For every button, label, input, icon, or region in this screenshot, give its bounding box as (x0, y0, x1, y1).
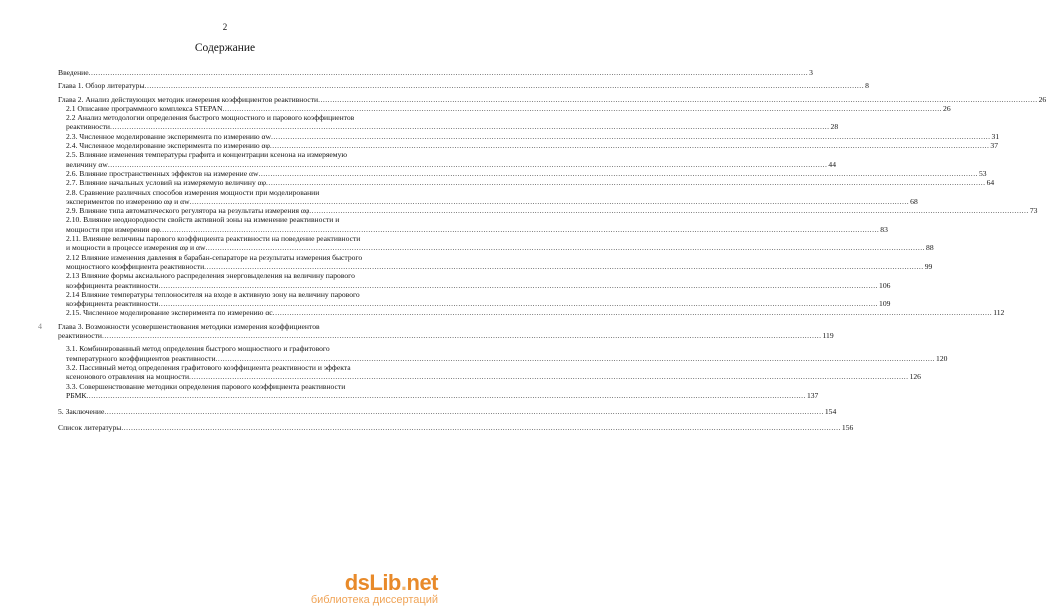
toc-page-number: 83 (880, 224, 888, 234)
toc-page-number: 28 (830, 122, 839, 132)
toc-page-number: 68 (910, 196, 918, 206)
toc-entry (58, 362, 921, 382)
toc-leader-dots: ............................................................................................................................................................................................................................................................................................................ (189, 372, 909, 382)
toc-page-number: 156 (841, 423, 854, 433)
toc-entry-title: реактивности (58, 331, 102, 341)
toc-page-number: 64 (986, 178, 995, 188)
toc-entry-title: 2.15. Численное моделирование эксперимента по измерению αc (66, 308, 273, 318)
toc-entry-title: мощности при измерении αφ (66, 224, 160, 234)
toc-entry (58, 234, 934, 253)
toc-entry (58, 150, 836, 169)
toc-entry (58, 187, 918, 207)
toc-leader-dots: ............................................................................................................................................................................................................................................................................................................ (258, 168, 978, 178)
toc-entry-title: экспериментов по измерению αφ и αw (66, 196, 190, 206)
toc-leader-dots: ............................................................................................................................................................................................................................................................................................................ (269, 141, 990, 151)
toc-entry (58, 178, 995, 188)
toc-leader-dots: ............................................................................................................................................................................................................................................................................................................ (88, 68, 809, 77)
toc-entry (58, 271, 891, 290)
toc-leader-dots: ............................................................................................................................................................................................................................................................................................................ (272, 308, 993, 318)
margin-mark: 4 (38, 322, 42, 331)
toc-entry-title: 2.4. Численное моделирование эксперимента по измерению αφ (66, 141, 270, 151)
watermark-logo-sep: . (400, 570, 407, 595)
toc-entry (58, 206, 1038, 216)
toc-page-number: 53 (978, 168, 987, 178)
toc-entry-line: 2.11. Влияние величины парового коэффициента реактивности на поведение реактивности (66, 234, 361, 244)
page-number: 2 (222, 22, 228, 32)
toc-leader-dots: ............................................................................................................................................................................................................................................................................................................ (159, 224, 880, 234)
toc-page-number: 88 (926, 243, 934, 253)
watermark-logo (311, 570, 438, 596)
toc-entry-title: Список литературы (58, 423, 122, 433)
toc-entry-title: Глава 1. Обзор литературы (58, 81, 145, 91)
toc-entry (58, 81, 869, 91)
toc-page-number: 26 (943, 103, 951, 113)
toc-entry-title: ксенонового отравления на мощности (66, 372, 190, 382)
toc-page-number: 37 (990, 141, 999, 151)
toc-entry-line: 2.14 Влияние температуры теплоносителя на входе в активную зону на величину парового (66, 289, 360, 299)
toc-entry-title: 2.9. Влияние типа автоматического регулятора на результаты измерения αφ (66, 206, 310, 216)
toc-entry-title: 2.1 Описание программного комплекса STEPAN (66, 103, 223, 113)
toc-entry (58, 168, 987, 178)
toc-entry (58, 113, 839, 132)
toc-entry (58, 103, 951, 113)
toc-entry (58, 141, 999, 151)
toc-entry (58, 308, 1005, 318)
toc-leader-dots: ............................................................................................................................................................................................................................................................................................................ (107, 159, 828, 169)
toc-entry (58, 423, 854, 433)
toc-entry (58, 321, 834, 341)
toc-entry-line: 3.1. Комбинированный метод определения быстрого мощностного и графитового (66, 344, 330, 354)
toc-leader-dots: ............................................................................................................................................................................................................................................................................................................ (266, 178, 986, 188)
toc-page-number: 73 (1029, 206, 1038, 216)
toc-entry-title: и мощности в процессе измерения αφ и αw (66, 243, 206, 253)
toc-entry (58, 131, 1000, 141)
toc-leader-dots: ............................................................................................................................................................................................................................................................................................................ (86, 390, 806, 400)
toc-page-number: 31 (991, 131, 1000, 141)
toc-entry-title: Введение (58, 68, 89, 77)
watermark (311, 570, 438, 606)
toc-leader-dots: ............................................................................................................................................................................................................................................................................................................ (222, 103, 943, 113)
toc-leader-dots: ............................................................................................................................................................................................................................................................................................................ (158, 299, 879, 309)
toc-leader-dots: ............................................................................................................................................................................................................................................................................................................ (121, 423, 841, 433)
watermark-logo-part2: net (406, 570, 438, 595)
toc-page-number: 26 (1038, 94, 1046, 104)
toc-page-number: 44 (828, 159, 836, 169)
toc-entry (58, 407, 837, 417)
toc-page-number: 120 (936, 353, 948, 363)
toc-leader-dots: ............................................................................................................................................................................................................................................................................................................ (110, 122, 830, 132)
toc-leader-dots: ............................................................................................................................................................................................................................................................................................................ (144, 81, 865, 91)
toc-page-number: 119 (822, 331, 834, 341)
watermark-logo-part1: dsLib (344, 570, 401, 595)
toc-entry-line: 3.3. Совершенствование методики определения парового коэффициента реактивности (66, 381, 346, 391)
toc-leader-dots: ............................................................................................................................................................................................................................................................................................................ (158, 280, 879, 290)
toc-leader-dots: ............................................................................................................................................................................................................................................................................................................ (271, 131, 991, 141)
toc-entry-title: 2.7. Влияние начальных условий на измеряемую величину αφ (66, 178, 267, 188)
toc-page-number: 137 (806, 390, 819, 400)
toc-entry (58, 344, 948, 363)
toc-page-number: 8 (865, 81, 869, 91)
toc-leader-dots: ............................................................................................................................................................................................................................................................................................................ (205, 243, 926, 253)
toc-entry-title: температурного коэффициентов реактивности (66, 353, 216, 363)
toc-page-number: 109 (879, 299, 891, 309)
toc-entry-title: коэффициента реактивности (66, 280, 159, 290)
toc-entry (58, 381, 819, 401)
toc-entry-title: 2.6. Влияние пространственных эффектов на измерение αw (66, 168, 259, 178)
toc-leader-dots: ............................................................................................................................................................................................................................................................................................................ (215, 353, 936, 363)
toc-leader-dots: ............................................................................................................................................................................................................................................................................................................ (102, 331, 822, 341)
toc-entry-title: коэффициента реактивности (66, 299, 159, 309)
toc-leader-dots: ............................................................................................................................................................................................................................................................................................................ (204, 261, 924, 271)
toc-entry-line: 2.2 Анализ методологии определения быстрого мощностного и парового коэффициентов (66, 113, 355, 123)
toc-entry-title: Глава 2. Анализ действующих методик измерения коэффициентов реактивности (58, 94, 319, 104)
toc-page-number: 106 (879, 280, 891, 290)
table-of-contents (58, 68, 1046, 433)
toc-entry-line: 2.5. Влияние изменения температуры графита и концентрации ксенона на измеряемую (66, 150, 348, 160)
toc-entry-line: 2.8. Сравнение различных способов измерения мощности при моделировании (66, 187, 320, 197)
toc-leader-dots: ............................................................................................................................................................................................................................................................................................................ (189, 196, 910, 206)
toc-entry-title: РБМК (66, 390, 87, 400)
toc-leader-dots: ............................................................................................................................................................................................................................................................................................................ (309, 206, 1029, 216)
toc-page-number: 126 (909, 372, 921, 382)
toc-entry-title: 2.3. Численное моделирование эксперимента по измерению αw (66, 131, 271, 141)
toc-entry-line: 2.12 Влияние изменения давления в барабан-сепараторе на результаты измерения быстрого (66, 252, 363, 262)
watermark-subtitle: библиотека диссертаций (310, 594, 438, 606)
toc-entry-line: 2.13 Влияние формы аксиального распределения энерговыделения на величину парового (66, 271, 355, 281)
toc-entry-title: мощностного коэффициента реактивности (66, 261, 205, 271)
toc-entry-line: 2.10. Влияние неоднородности свойств активной зоны на изменение реактивности и (66, 215, 340, 225)
toc-page-number: 154 (824, 407, 837, 417)
toc-leader-dots: ............................................................................................................................................................................................................................................................................................................ (318, 94, 1038, 104)
toc-leader-dots: ............................................................................................................................................................................................................................................................................................................ (104, 407, 824, 417)
toc-entry (58, 68, 813, 77)
toc-entry (58, 94, 1046, 104)
toc-entry (58, 289, 891, 309)
page-title: Содержание (194, 42, 256, 54)
toc-page-number: 3 (809, 68, 813, 77)
toc-page-number: 99 (924, 261, 933, 271)
toc-entry-title: реактивности (66, 122, 110, 132)
toc-entry-title: 5. Заключение (58, 407, 105, 417)
toc-entry-title: величину αw (66, 159, 108, 169)
toc-page-number: 112 (993, 308, 1005, 318)
toc-entry-line: 3.2. Пассивный метод определения графитового коэффициента реактивности и эффекта (66, 362, 351, 372)
toc-entry (58, 215, 888, 234)
toc-entry-line: Глава 3. Возможности усовершенствования методики измерения коэффициентов (58, 321, 320, 331)
toc-entry (58, 252, 933, 272)
